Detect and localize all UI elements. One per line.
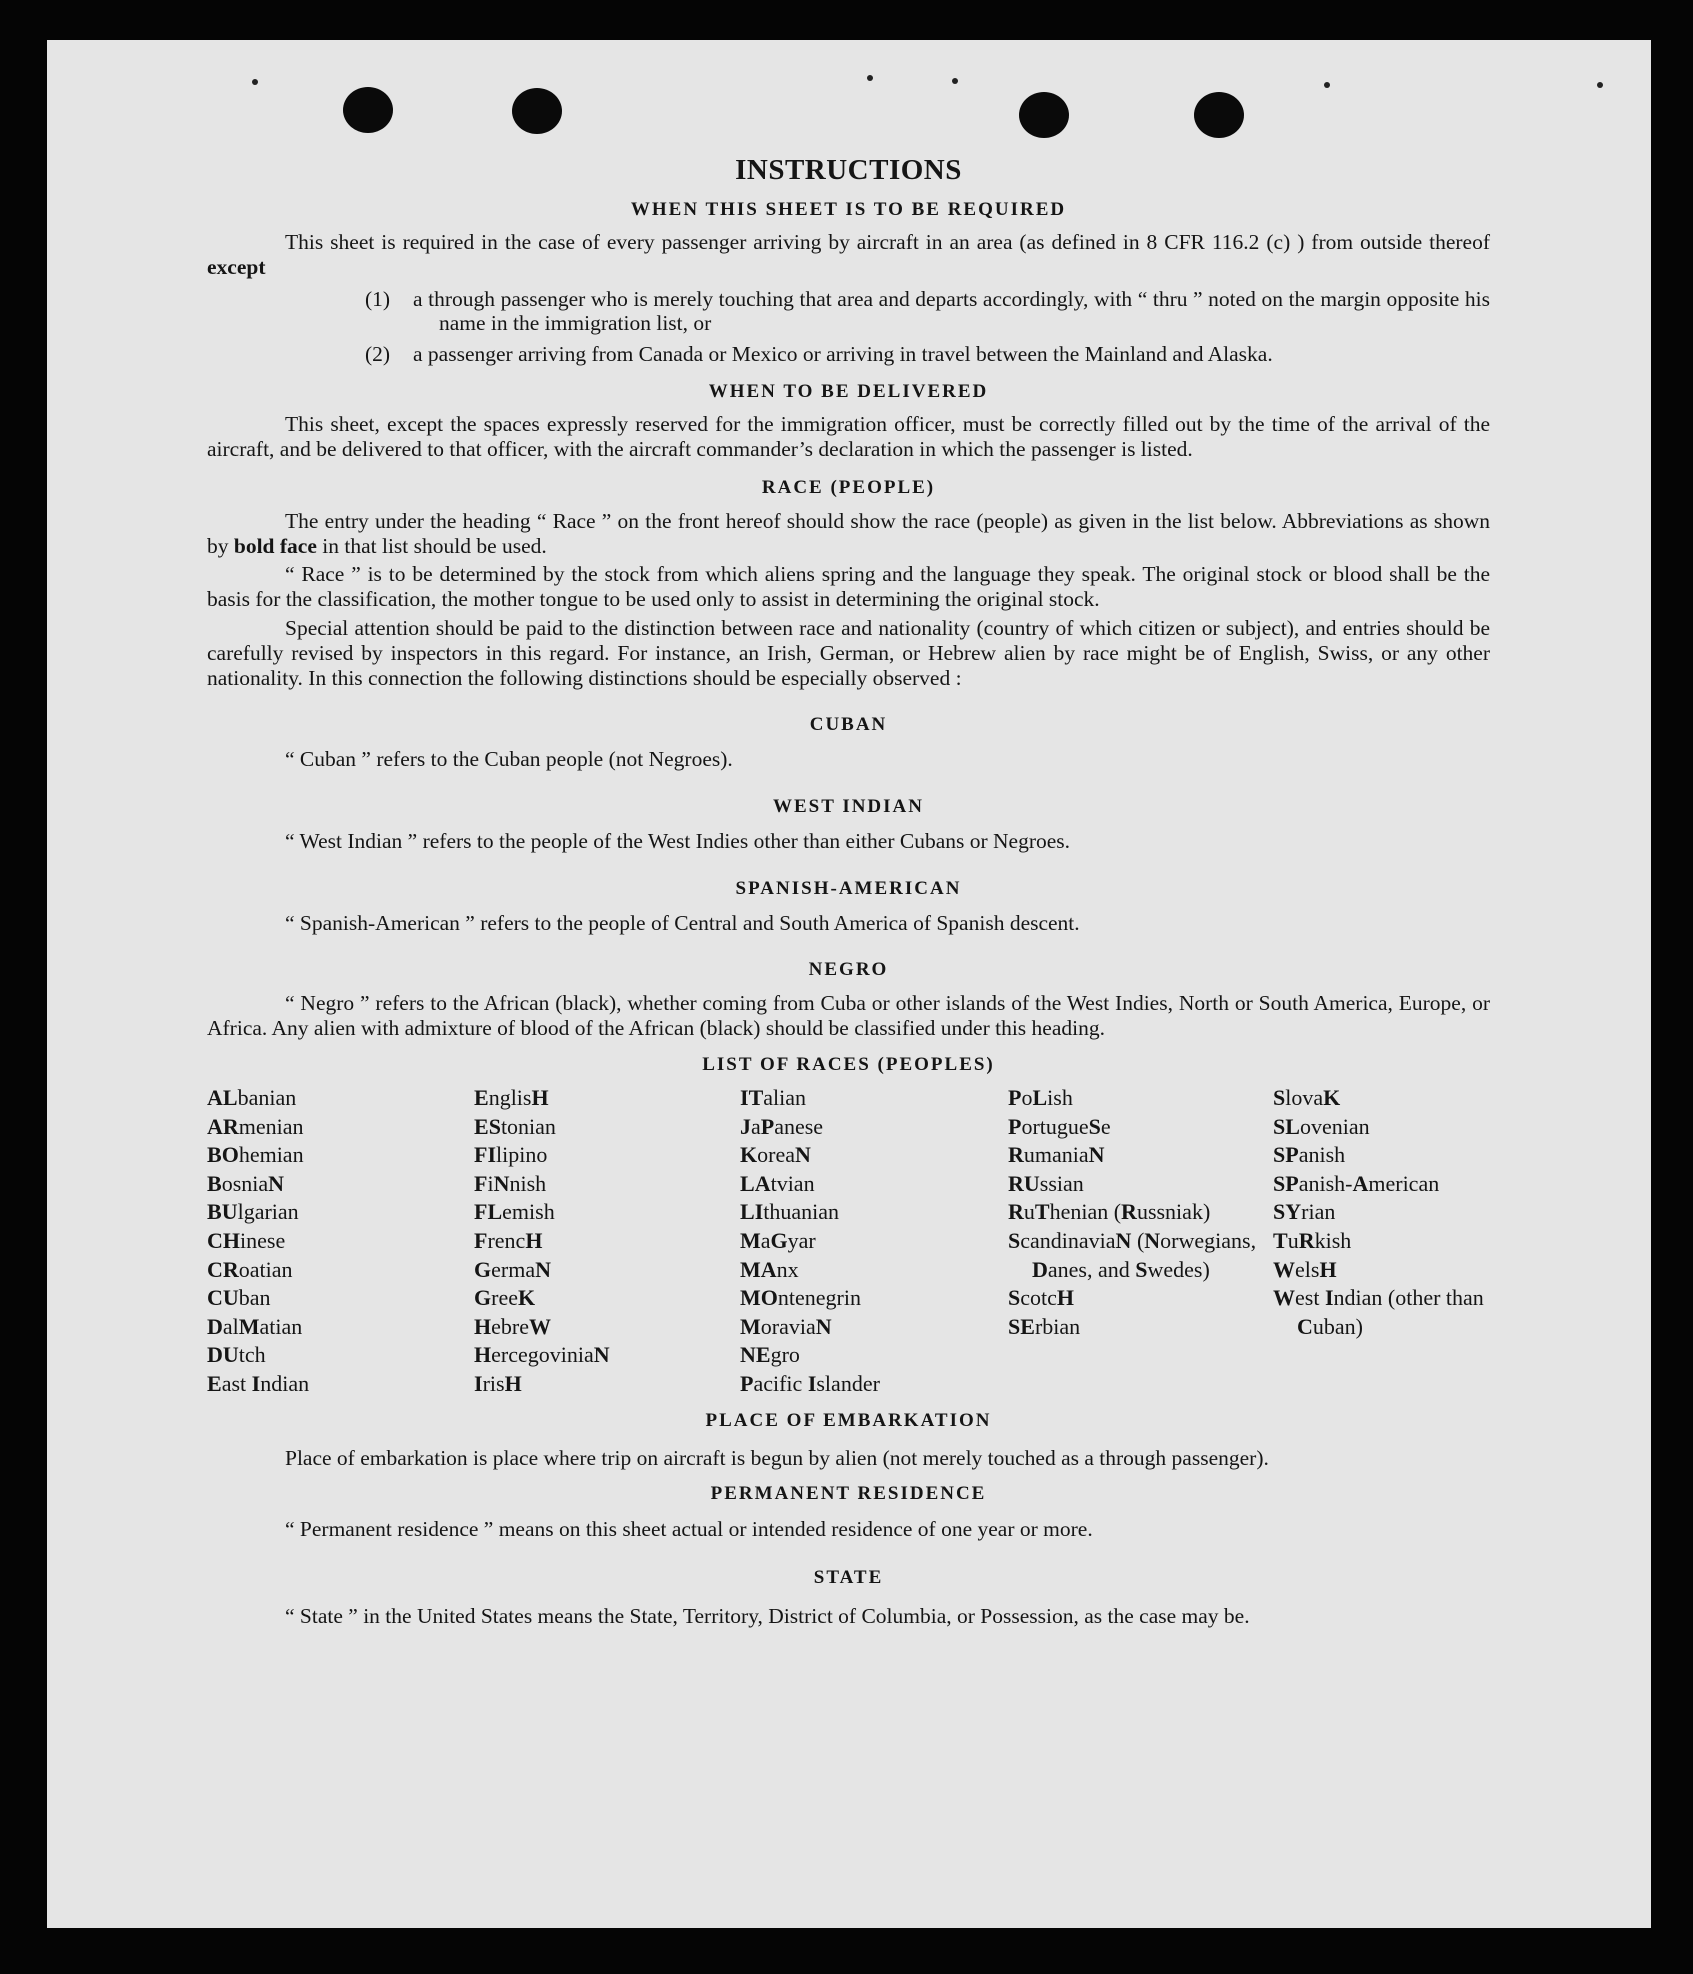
speck bbox=[1597, 82, 1603, 88]
race-entry: HebreW bbox=[474, 1313, 551, 1339]
race-entry: SLovenian bbox=[1273, 1113, 1370, 1139]
race-column bbox=[207, 1084, 474, 1399]
race-column bbox=[1273, 1084, 1495, 1399]
paragraph: “ West Indian ” refers to the people of the West Indies other than either Cubans or Negroes. bbox=[285, 829, 1071, 853]
race-entry: SlovaK bbox=[1273, 1085, 1341, 1110]
race-entry: HercegoviniaN bbox=[474, 1342, 610, 1368]
section-heading: WHEN THIS SHEET IS TO BE REQUIRED bbox=[630, 199, 1067, 220]
speck bbox=[1324, 82, 1330, 88]
race-entry: West Indian (other than Cuban) bbox=[1273, 1285, 1484, 1339]
paragraph: “ Cuban ” refers to the Cuban people (not Negroes). bbox=[285, 747, 733, 771]
race-entry: PoLish bbox=[1008, 1085, 1073, 1110]
race-entry: MoraviaN bbox=[740, 1313, 832, 1339]
exception-item bbox=[365, 342, 1490, 366]
race-entry: BosniaN bbox=[207, 1170, 285, 1196]
race-entry: SErbian bbox=[1008, 1313, 1081, 1339]
race-entry: WelsH bbox=[1273, 1256, 1337, 1282]
item-text: a through passenger who is merely touching that area and departs accordingly, with “ thru ” noted on the margin opposite his name in the immigration list, or bbox=[413, 287, 1490, 335]
race-entry: FLemish bbox=[474, 1199, 555, 1225]
paragraph bbox=[207, 509, 1490, 559]
race-entry: FrencH bbox=[474, 1227, 543, 1253]
race-entry: ALbanian bbox=[207, 1085, 297, 1110]
race-column bbox=[740, 1084, 1008, 1399]
race-entry: EnglisH bbox=[474, 1085, 549, 1110]
race-entry: KoreaN bbox=[740, 1142, 811, 1168]
race-entry: ScandinaviaN (Norwegians, Danes, and Swedes) bbox=[1008, 1227, 1257, 1282]
race-entry: FiNnish bbox=[474, 1170, 547, 1196]
race-entry: EStonian bbox=[474, 1113, 556, 1139]
race-entry: LIthuanian bbox=[740, 1199, 840, 1225]
paragraph-text: The entry under the heading “ Race ” on the front hereof should show the race (people) as given in the list below. Abbreviations as shown by bbox=[207, 509, 1490, 558]
paragraph bbox=[207, 230, 1490, 280]
race-entry: RUssian bbox=[1008, 1170, 1084, 1196]
instructions-content bbox=[207, 154, 1490, 1631]
section-heading: WHEN TO BE DELIVERED bbox=[708, 381, 989, 402]
race-entry: ARmenian bbox=[207, 1113, 304, 1139]
race-entry: FIlipino bbox=[474, 1142, 548, 1168]
paragraph: “ Spanish-American ” refers to the people of Central and South America of Spanish descent. bbox=[285, 911, 1080, 935]
paragraph: “ Permanent residence ” means on this sheet actual or intended residence of one year or more. bbox=[285, 1516, 1093, 1541]
race-entry: BOhemian bbox=[207, 1142, 304, 1168]
race-entry: MAnx bbox=[740, 1256, 799, 1282]
section-heading: RACE (PEOPLE) bbox=[761, 477, 936, 498]
speck bbox=[252, 79, 258, 85]
exception-item bbox=[365, 287, 1490, 335]
page-title: INSTRUCTIONS bbox=[735, 154, 962, 186]
race-entry: LAtvian bbox=[740, 1170, 815, 1196]
race-entry: IrisH bbox=[474, 1370, 522, 1396]
race-entry: Pacific Islander bbox=[740, 1370, 880, 1396]
section-heading: WEST INDIAN bbox=[773, 796, 924, 817]
race-column bbox=[474, 1084, 740, 1399]
section-heading: SPANISH-AMERICAN bbox=[735, 878, 962, 899]
race-entry: GreeK bbox=[474, 1285, 536, 1311]
race-column bbox=[1008, 1084, 1273, 1399]
speck bbox=[952, 78, 958, 84]
race-entry: SPanish-American bbox=[1273, 1170, 1440, 1196]
bold-word: except bbox=[207, 255, 266, 279]
item-text: a passenger arriving from Canada or Mexico or arriving in travel between the Mainland and Alaska. bbox=[413, 342, 1273, 366]
race-entry: RumaniaN bbox=[1008, 1142, 1105, 1168]
race-entry: ScotcH bbox=[1008, 1285, 1075, 1311]
race-entry: SPanish bbox=[1273, 1142, 1346, 1168]
race-entry: BUlgarian bbox=[207, 1199, 299, 1225]
paragraph: “ Negro ” refers to the African (black), whether coming from Cuba or other islands of the West Indies, North or South America, Europe, or Africa. Any alien with admixture of blood of the African (black) should be classified under this heading. bbox=[207, 991, 1490, 1040]
section-heading: LIST OF RACES (PEOPLES) bbox=[702, 1054, 995, 1075]
punch-hole bbox=[343, 87, 393, 133]
race-entry: CHinese bbox=[207, 1227, 286, 1253]
race-entry: JaPanese bbox=[740, 1113, 824, 1139]
race-entry: RuThenian (Russniak) bbox=[1008, 1199, 1211, 1225]
punch-hole bbox=[512, 88, 562, 134]
item-number: (1) bbox=[365, 287, 391, 311]
paragraph-text: in that list should be used. bbox=[322, 534, 547, 558]
paragraph: Place of embarkation is place where trip on aircraft is begun by alien (not merely touched as a through passenger). bbox=[285, 1445, 1269, 1470]
race-entry: MOntenegrin bbox=[740, 1285, 861, 1311]
race-entry: East Indian bbox=[207, 1370, 310, 1396]
paragraph-text: This sheet is required in the case of every passenger arriving by aircraft in an area (as defined in 8 CFR 116.2 (c) ) from outside thereof bbox=[285, 230, 1490, 254]
race-entry: GermaN bbox=[474, 1256, 551, 1282]
paragraph: Special attention should be paid to the distinction between race and nationality (country of which citizen or subject), and entries should be carefully revised by inspectors in this regard. For instance, an Irish, German, or Hebrew alien by race might be of English, Swiss, or any other nationality. In this connection the following distinctions should be especially observed : bbox=[207, 616, 1490, 690]
race-entry: NEgro bbox=[740, 1342, 800, 1368]
race-entry: DUtch bbox=[207, 1342, 266, 1368]
section-heading: PERMANENT RESIDENCE bbox=[710, 1482, 987, 1504]
speck bbox=[867, 75, 873, 81]
race-entry: DalMatian bbox=[207, 1313, 303, 1339]
race-entry: TuRkish bbox=[1273, 1227, 1352, 1253]
race-list bbox=[207, 1084, 1490, 1399]
section-heading: CUBAN bbox=[809, 714, 888, 735]
race-entry: SYrian bbox=[1273, 1199, 1336, 1225]
punch-hole bbox=[1019, 92, 1069, 138]
race-entry: PortugueSe bbox=[1008, 1113, 1111, 1139]
item-number: (2) bbox=[365, 342, 391, 366]
paragraph: “ Race ” is to be determined by the stock from which aliens spring and the language they speak. The original stock or blood shall be the basis for the classification, the mother tongue to be used only to assist in determining the original stock. bbox=[207, 562, 1490, 611]
section-heading: NEGRO bbox=[808, 959, 889, 980]
race-entry: MaGyar bbox=[740, 1227, 816, 1253]
punch-hole bbox=[1194, 92, 1244, 138]
race-entry: ITalian bbox=[740, 1085, 807, 1110]
race-entry: CUban bbox=[207, 1285, 271, 1311]
paragraph: This sheet, except the spaces expressly reserved for the immigration officer, must be correctly filled out by the time of the arrival of the aircraft, and be delivered to that officer, with the aircraft commander’s declaration in which the passenger is listed. bbox=[207, 412, 1490, 461]
bold-word: bold face bbox=[233, 534, 317, 558]
paragraph: “ State ” in the United States means the State, Territory, District of Columbia, or Possession, as the case may be. bbox=[285, 1603, 1250, 1628]
section-heading: STATE bbox=[813, 1566, 884, 1588]
race-entry: CRoatian bbox=[207, 1256, 293, 1282]
section-heading: PLACE OF EMBARKATION bbox=[705, 1409, 992, 1431]
